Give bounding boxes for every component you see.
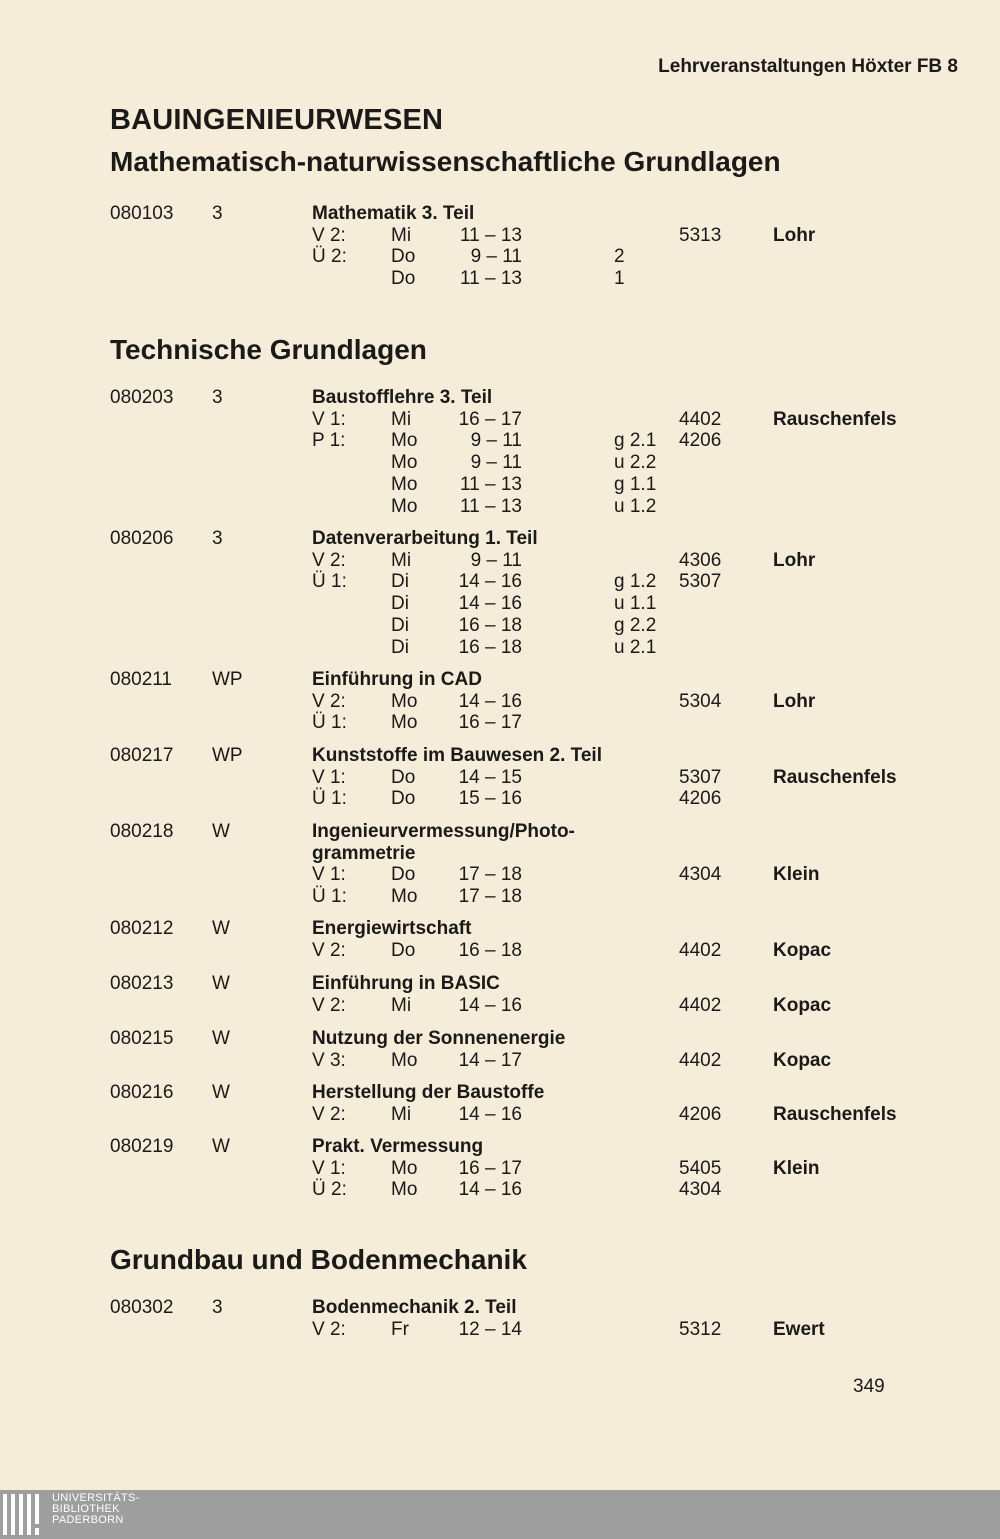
course-number: 080103: [110, 203, 174, 224]
schedule-row: [0, 1050, 1000, 1072]
schedule-row: [0, 452, 1000, 474]
schedule-row: [0, 615, 1000, 637]
time-slot: 11 – 13: [460, 473, 522, 495]
course-number: 080302: [110, 1297, 174, 1318]
schedule-row: [0, 268, 1000, 290]
course-title: Prakt. Vermessung: [312, 1136, 484, 1157]
weekday: Mo: [391, 1179, 418, 1201]
weekday: Mo: [391, 690, 418, 712]
weekday: Do: [391, 268, 416, 290]
course-title: Kunststoffe im Bauwesen 2. Teil: [312, 745, 602, 766]
room: 4402: [679, 1049, 722, 1071]
course-type: 3: [212, 203, 223, 224]
course-type: W: [212, 1028, 230, 1049]
time-slot: 12 – 14: [458, 1318, 522, 1340]
lecturer: Rauschenfels: [773, 766, 897, 788]
course-title: Datenverarbeitung 1. Teil: [312, 528, 538, 549]
weekday: Mi: [391, 224, 412, 246]
schedule-row: [0, 995, 1000, 1017]
event-kind: V 3:: [312, 1049, 346, 1071]
course-title: Einführung in BASIC: [312, 973, 500, 994]
group: u 1.2: [614, 495, 657, 517]
schedule-row: [0, 409, 1000, 431]
event-kind: V 2:: [312, 1318, 346, 1340]
library-name-line: BIBLIOTHEK: [52, 1503, 120, 1515]
schedule-row: [0, 1158, 1000, 1180]
schedule-row: [0, 637, 1000, 659]
schedule-row: [0, 691, 1000, 713]
group: u 2.1: [614, 636, 657, 658]
room: 4304: [679, 1179, 722, 1201]
time-slot: 9 – 11: [470, 246, 522, 268]
course-type: WP: [212, 669, 243, 690]
event-kind: V 2:: [312, 994, 346, 1016]
page-number: 349: [853, 1376, 885, 1397]
course-type: W: [212, 918, 230, 939]
course-title: Einführung in CAD: [312, 669, 482, 690]
weekday: Di: [391, 636, 409, 658]
schedule-row: [0, 788, 1000, 810]
lecturer: Klein: [773, 864, 820, 886]
time-slot: 11 – 13: [460, 268, 522, 290]
schedule-row: [0, 225, 1000, 247]
group: g 2.1: [614, 430, 657, 452]
schedule-row: [0, 1104, 1000, 1126]
weekday: Mo: [391, 886, 418, 908]
lecturer: Lohr: [773, 690, 816, 712]
course-number: 080218: [110, 821, 174, 842]
library-logo-icon: [2, 1492, 46, 1537]
time-slot: 14 – 16: [458, 571, 522, 593]
weekday: Mo: [391, 452, 418, 474]
course-number: 080206: [110, 528, 174, 549]
course-title: Nutzung der Sonnenenergie: [312, 1028, 566, 1049]
time-slot: 14 – 16: [458, 690, 522, 712]
room: 4206: [679, 788, 722, 810]
schedule-row: [0, 430, 1000, 452]
library-name-line: UNIVERSITÄTS-: [52, 1492, 140, 1504]
course-title: Baustofflehre 3. Teil: [312, 387, 493, 408]
weekday: Mi: [391, 994, 412, 1016]
schedule-row: [0, 496, 1000, 518]
weekday: Mo: [391, 1049, 418, 1071]
course-type: 3: [212, 387, 223, 408]
event-kind: V 2:: [312, 939, 346, 961]
event-kind: V 1:: [312, 1157, 346, 1179]
weekday: Di: [391, 593, 409, 615]
course-title: Herstellung der Baustoffe: [312, 1082, 545, 1103]
room: 4402: [679, 994, 722, 1016]
time-slot: 16 – 17: [458, 712, 522, 734]
lecturer: Lohr: [773, 549, 816, 571]
event-kind: Ü 2:: [312, 1179, 347, 1201]
event-kind: Ü 2:: [312, 246, 347, 268]
course-number: 080212: [110, 918, 174, 939]
room: 5304: [679, 690, 722, 712]
time-slot: 16 – 18: [458, 614, 522, 636]
event-kind: V 1:: [312, 408, 346, 430]
weekday: Di: [391, 571, 409, 593]
course-number: 080203: [110, 387, 174, 408]
weekday: Mo: [391, 712, 418, 734]
time-slot: 11 – 13: [460, 495, 522, 517]
schedule-row: [0, 886, 1000, 908]
event-kind: Ü 1:: [312, 712, 347, 734]
schedule-row: [0, 593, 1000, 615]
weekday: Do: [391, 864, 416, 886]
weekday: Mo: [391, 430, 418, 452]
room: 5405: [679, 1157, 722, 1179]
event-kind: Ü 1:: [312, 788, 347, 810]
lecturer: Rauschenfels: [773, 1103, 897, 1125]
weekday: Di: [391, 614, 409, 636]
room: 4402: [679, 939, 722, 961]
event-kind: V 1:: [312, 864, 346, 886]
room: 4206: [679, 430, 722, 452]
time-slot: 17 – 18: [458, 864, 522, 886]
course-type: W: [212, 1136, 230, 1157]
weekday: Do: [391, 788, 416, 810]
library-name: [52, 1493, 140, 1526]
event-kind: Ü 1:: [312, 886, 347, 908]
course-number: 080219: [110, 1136, 174, 1157]
course-title-line: Ingenieurvermessung/Photo-: [312, 821, 575, 842]
course-type: 3: [212, 1297, 223, 1318]
course-title-line: grammetrie: [312, 843, 416, 864]
time-slot: 17 – 18: [458, 886, 522, 908]
course-type: W: [212, 821, 230, 842]
time-slot: 14 – 16: [458, 1103, 522, 1125]
section-title: Mathematisch-naturwissenschaftliche Grundlagen: [110, 146, 781, 177]
room: 4304: [679, 864, 722, 886]
event-kind: P 1:: [312, 430, 346, 452]
event-kind: V 2:: [312, 224, 346, 246]
room: 5307: [679, 571, 722, 593]
schedule-row: [0, 571, 1000, 593]
course-title: Bodenmechanik 2. Teil: [312, 1297, 517, 1318]
course-number: 080216: [110, 1082, 174, 1103]
time-slot: 14 – 15: [458, 766, 522, 788]
group: u 2.2: [614, 452, 657, 474]
weekday: Mi: [391, 408, 412, 430]
event-kind: V 2:: [312, 549, 346, 571]
time-slot: 16 – 17: [458, 1157, 522, 1179]
room: 5313: [679, 224, 722, 246]
schedule-row: [0, 940, 1000, 962]
schedule-row: [0, 1179, 1000, 1201]
time-slot: 11 – 13: [460, 224, 522, 246]
weekday: Mi: [391, 549, 412, 571]
lecturer: Ewert: [773, 1318, 825, 1340]
course-type: WP: [212, 745, 243, 766]
lecturer: Kopac: [773, 1049, 832, 1071]
lecturer: Klein: [773, 1157, 820, 1179]
course-title: [312, 821, 642, 865]
group: 1: [614, 268, 625, 290]
group: 2: [614, 246, 625, 268]
schedule-row: [0, 1319, 1000, 1341]
section-title: Technische Grundlagen: [110, 334, 427, 365]
schedule-row: [0, 767, 1000, 789]
course-number: 080215: [110, 1028, 174, 1049]
room: 5307: [679, 766, 722, 788]
event-kind: V 1:: [312, 766, 346, 788]
time-slot: 14 – 16: [458, 593, 522, 615]
group: g 2.2: [614, 614, 657, 636]
weekday: Mo: [391, 1157, 418, 1179]
room: 4306: [679, 549, 722, 571]
lecturer: Lohr: [773, 224, 816, 246]
course-number: 080217: [110, 745, 174, 766]
schedule-row: [0, 474, 1000, 496]
group: g 1.2: [614, 571, 657, 593]
event-kind: Ü 1:: [312, 571, 347, 593]
weekday: Do: [391, 939, 416, 961]
schedule-row: [0, 864, 1000, 886]
time-slot: 9 – 11: [470, 549, 522, 571]
course-type: W: [212, 1082, 230, 1103]
time-slot: 14 – 16: [458, 1179, 522, 1201]
time-slot: 16 – 18: [458, 636, 522, 658]
event-kind: V 2:: [312, 1103, 346, 1125]
time-slot: 14 – 16: [458, 994, 522, 1016]
weekday: Mi: [391, 1103, 412, 1125]
lecturer: Kopac: [773, 994, 832, 1016]
weekday: Mo: [391, 495, 418, 517]
course-type: 3: [212, 528, 223, 549]
section-title: Grundbau und Bodenmechanik: [110, 1244, 527, 1275]
course-type: W: [212, 973, 230, 994]
library-name-line: PADERBORN: [52, 1514, 124, 1526]
room: 5312: [679, 1318, 722, 1340]
weekday: Mo: [391, 473, 418, 495]
weekday: Do: [391, 246, 416, 268]
course-title: Mathematik 3. Teil: [312, 203, 475, 224]
group: g 1.1: [614, 473, 657, 495]
schedule-row: [0, 246, 1000, 268]
course-number: 080211: [110, 669, 172, 690]
course-number: 080213: [110, 973, 174, 994]
time-slot: 9 – 11: [470, 430, 522, 452]
time-slot: 9 – 11: [470, 452, 522, 474]
library-footer: [0, 1490, 1000, 1539]
page-title: BAUINGENIEURWESEN: [110, 104, 444, 136]
group: u 1.1: [614, 593, 657, 615]
time-slot: 14 – 17: [458, 1049, 522, 1071]
room: 4402: [679, 408, 722, 430]
room: 4206: [679, 1103, 722, 1125]
weekday: Fr: [391, 1318, 409, 1340]
schedule-row: [0, 712, 1000, 734]
course-title: Energiewirtschaft: [312, 918, 472, 939]
time-slot: 15 – 16: [458, 788, 522, 810]
lecturer: Rauschenfels: [773, 408, 897, 430]
schedule-row: [0, 550, 1000, 572]
time-slot: 16 – 17: [458, 408, 522, 430]
lecturer: Kopac: [773, 939, 832, 961]
event-kind: V 2:: [312, 690, 346, 712]
time-slot: 16 – 18: [458, 939, 522, 961]
weekday: Do: [391, 766, 416, 788]
running-head: Lehrveranstaltungen Höxter FB 8: [658, 56, 958, 77]
